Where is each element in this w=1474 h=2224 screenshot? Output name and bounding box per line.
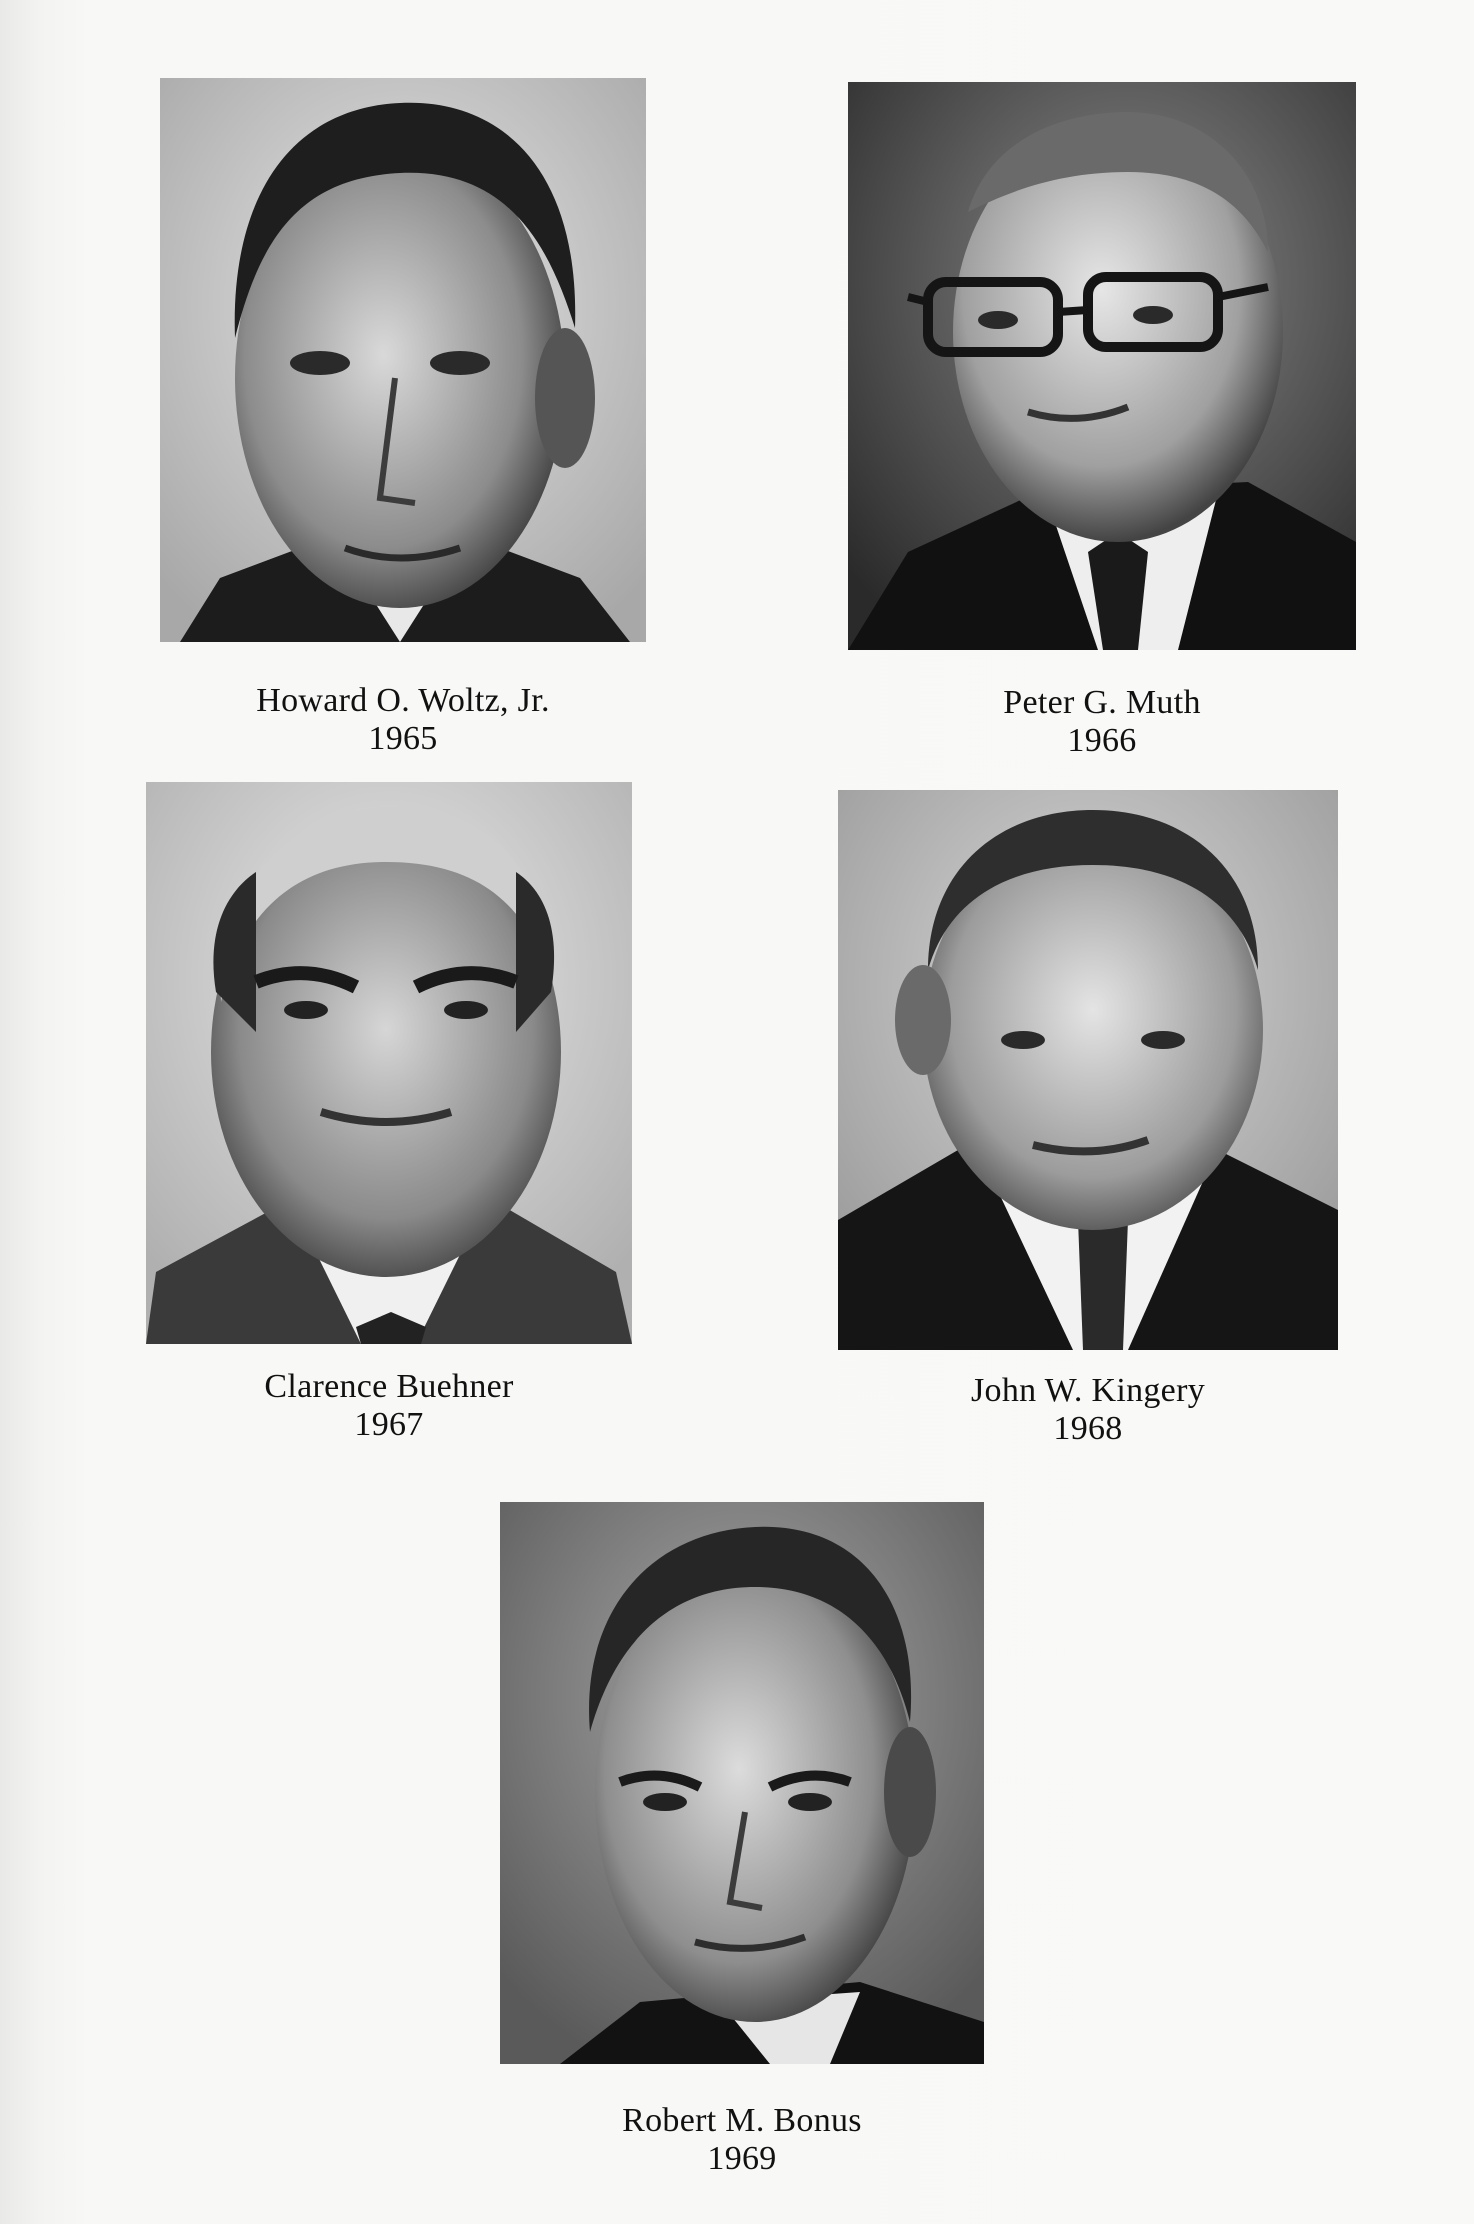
- caption-muth: [848, 684, 1356, 760]
- portrait-photo-kingery: [838, 790, 1338, 1350]
- person-name: Howard O. Woltz, Jr.: [256, 682, 550, 719]
- person-name: Peter G. Muth: [1003, 684, 1201, 721]
- person-name: Robert M. Bonus: [622, 2102, 862, 2139]
- person-year: 1965: [368, 720, 438, 757]
- person-year: 1966: [1067, 722, 1137, 759]
- portrait-photo-buehner: [146, 782, 632, 1344]
- portrait-photo-muth: [848, 82, 1356, 650]
- caption-kingery: [838, 1372, 1338, 1448]
- caption-woltz: [160, 682, 646, 758]
- person-year: 1969: [707, 2140, 777, 2177]
- person-name: John W. Kingery: [971, 1372, 1205, 1409]
- person-year: 1967: [354, 1406, 424, 1443]
- caption-bonus: [500, 2102, 984, 2178]
- portrait-photo-woltz: [160, 78, 646, 642]
- person-year: 1968: [1053, 1410, 1123, 1447]
- portrait-photo-bonus: [500, 1502, 984, 2064]
- caption-buehner: [146, 1368, 632, 1444]
- person-name: Clarence Buehner: [264, 1368, 514, 1405]
